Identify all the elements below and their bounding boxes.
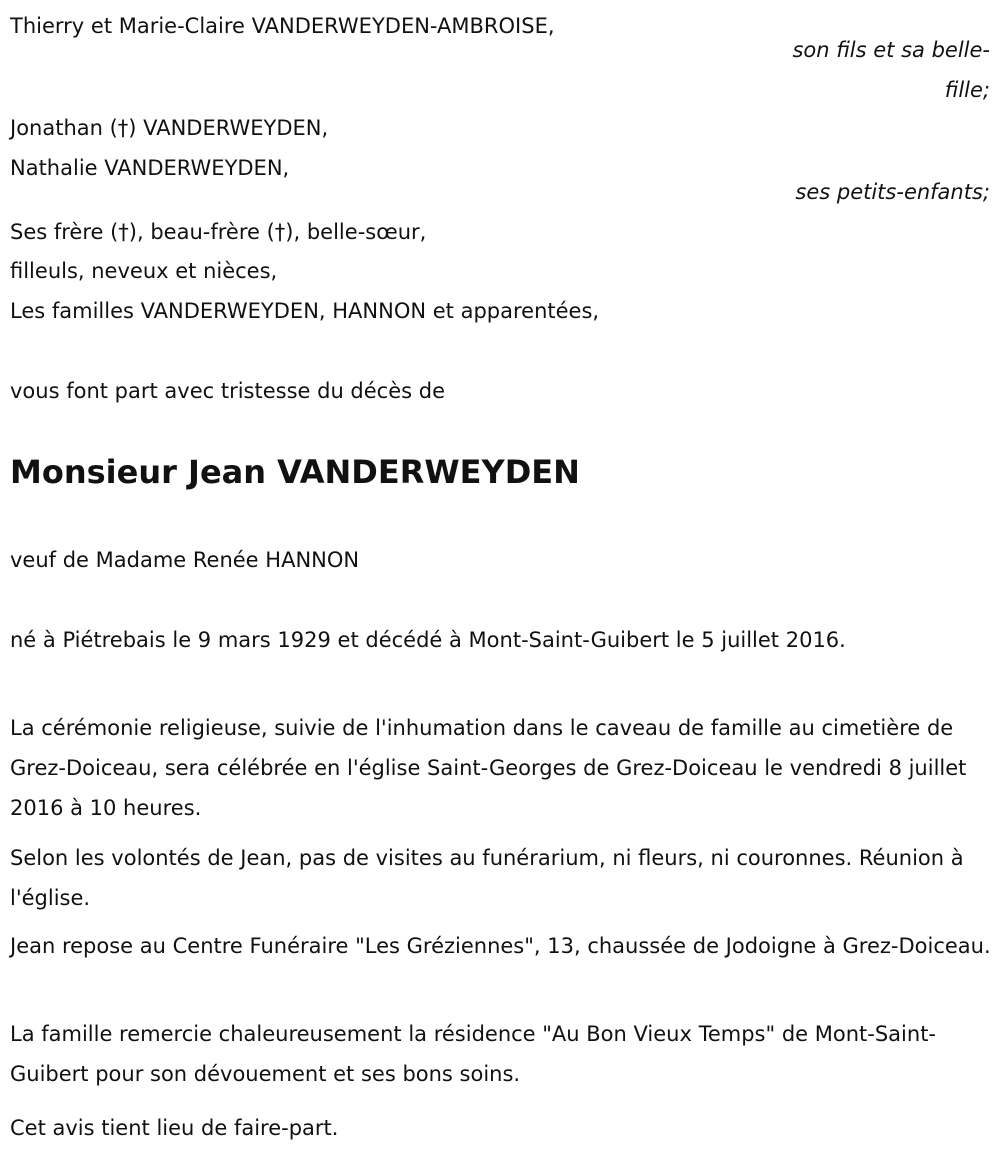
birth-death-paragraph: né à Piétrebais le 9 mars 1929 et décédé à Mont-Saint-Guibert le 5 juillet 2016. [10,628,846,652]
grandchild-2: Nathalie VANDERWEYDEN, [10,156,290,180]
closing-paragraph: Cet avis tient lieu de faire-part. [10,1116,339,1140]
families: Les familles VANDERWEYDEN, HANNON et apparentées, [10,299,600,323]
son-role-line-2: fille; [944,78,990,102]
grandchildren-role: ses petits-enfants; [795,180,990,204]
son-couple: Thierry et Marie-Claire VANDERWEYDEN-AMBROISE, [10,14,555,38]
grandchild-1: Jonathan (†) VANDERWEYDEN, [10,116,329,140]
son-role-line-1: son fils et sa belle- [792,38,990,62]
ceremony-paragraph: La cérémonie religieuse, suivie de l'inhumation dans le caveau de famille au cimetière de Grez-Doiceau, sera célébrée en l'église Saint-Georges de Grez-Doiceau le vendredi 8 juillet 2016 à 10 heures. [10,716,967,820]
funeral-home-paragraph: Jean repose au Centre Funéraire "Les Gréziennes", 13, chaussée de Jodoigne à Grez-Doiceau. [10,934,991,958]
announcement: vous font part avec tristesse du décès de [10,379,446,403]
widower: veuf de Madame Renée HANNON [10,548,360,572]
siblings: Ses frère (†), beau-frère (†), belle-sœur, [10,220,427,244]
wishes-paragraph: Selon les volontés de Jean, pas de visites au funérarium, ni fleurs, ni couronnes. Réunion à l'église. [10,846,964,910]
thanks-paragraph: La famille remercie chaleureusement la résidence "Au Bon Vieux Temps" de Mont-Saint-Guibert pour son dévouement et ses bons soins. [10,1022,936,1086]
deceased-name: Monsieur Jean VANDERWEYDEN [10,453,580,491]
godchildren: filleuls, neveux et nièces, [10,259,278,283]
